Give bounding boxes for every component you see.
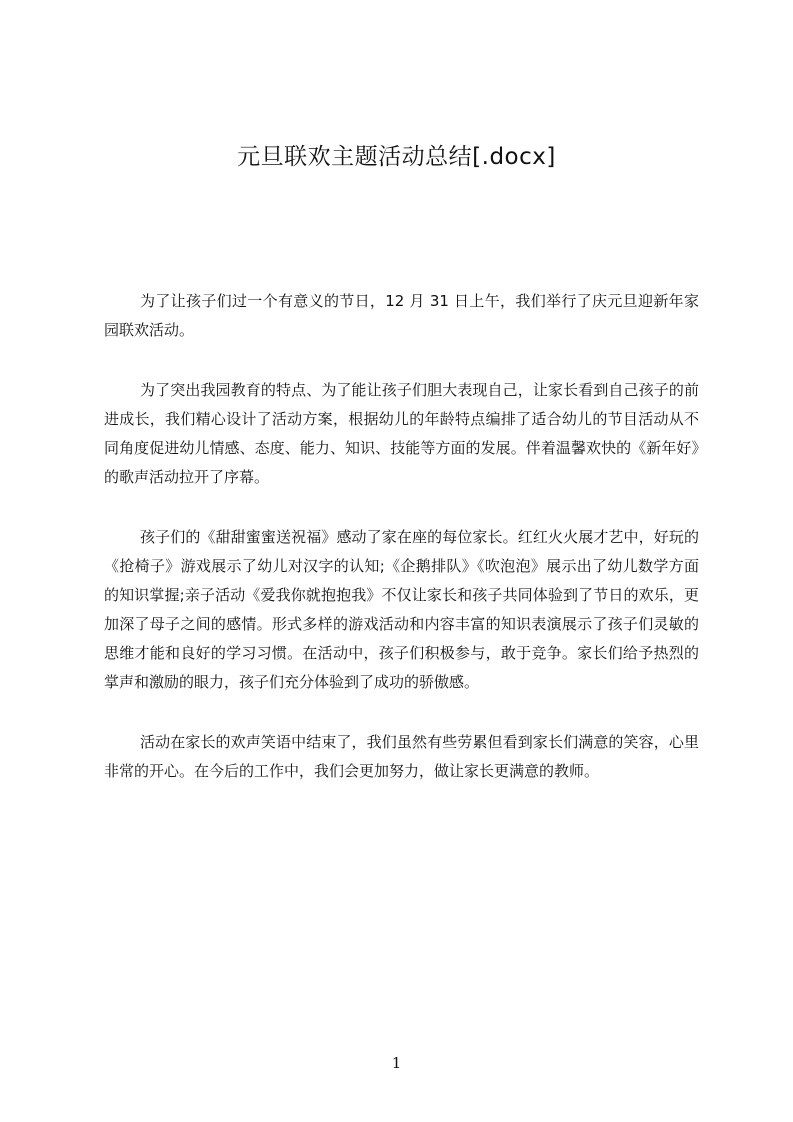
document-body [104, 287, 699, 817]
body-paragraph-2: 为了突出我园教育的特点、为了能让孩子们胆大表现自己，让家长看到自己孩子的前进成长，我们精心设计了活动方案，根据幼儿的年龄特点编排了适合幼儿的节目活动从不同角度促进幼儿情感、态度、能力、知识、技能等方面的发展。伴着温馨欢快的《新年好》的歌声活动拉开了序幕。 [104, 381, 699, 486]
body-paragraph-4: 活动在家长的欢声笑语中结束了，我们虽然有些劳累但看到家长们满意的笑容，心里非常的开心。在今后的工作中，我们会更加努力，做让家长更满意的教师。 [104, 733, 699, 780]
body-paragraph-1: 为了让孩子们过一个有意义的节日，12 月 31 日上午，我们举行了庆元旦迎新年家园联欢活动。 [104, 292, 699, 339]
body-paragraph-3: 孩子们的《甜甜蜜蜜送祝福》感动了家在座的每位家长。红红火火展才艺中，好玩的《抢椅子》游戏展示了幼儿对汉字的认知;《企鹅排队》《吹泡泡》展示出了幼儿数学方面的知识掌握;亲子活动《爱我你就抱抱我》不仅让家长和孩子共同体验到了节日的欢乐，更加深了母子之间的感情。形式多样的游戏活动和内容丰富的知识表演展示了孩子们灵敏的思维才能和良好的学习习惯。在活动中，孩子们积极参与，敢于竞争。家长们给予热烈的掌声和激励的眼力，孩子们充分体验到了成功的骄傲感。 [104, 528, 699, 691]
page-number: 1 [391, 1054, 402, 1072]
document-title: 元旦联欢主题活动总结[.docx] [237, 144, 556, 170]
